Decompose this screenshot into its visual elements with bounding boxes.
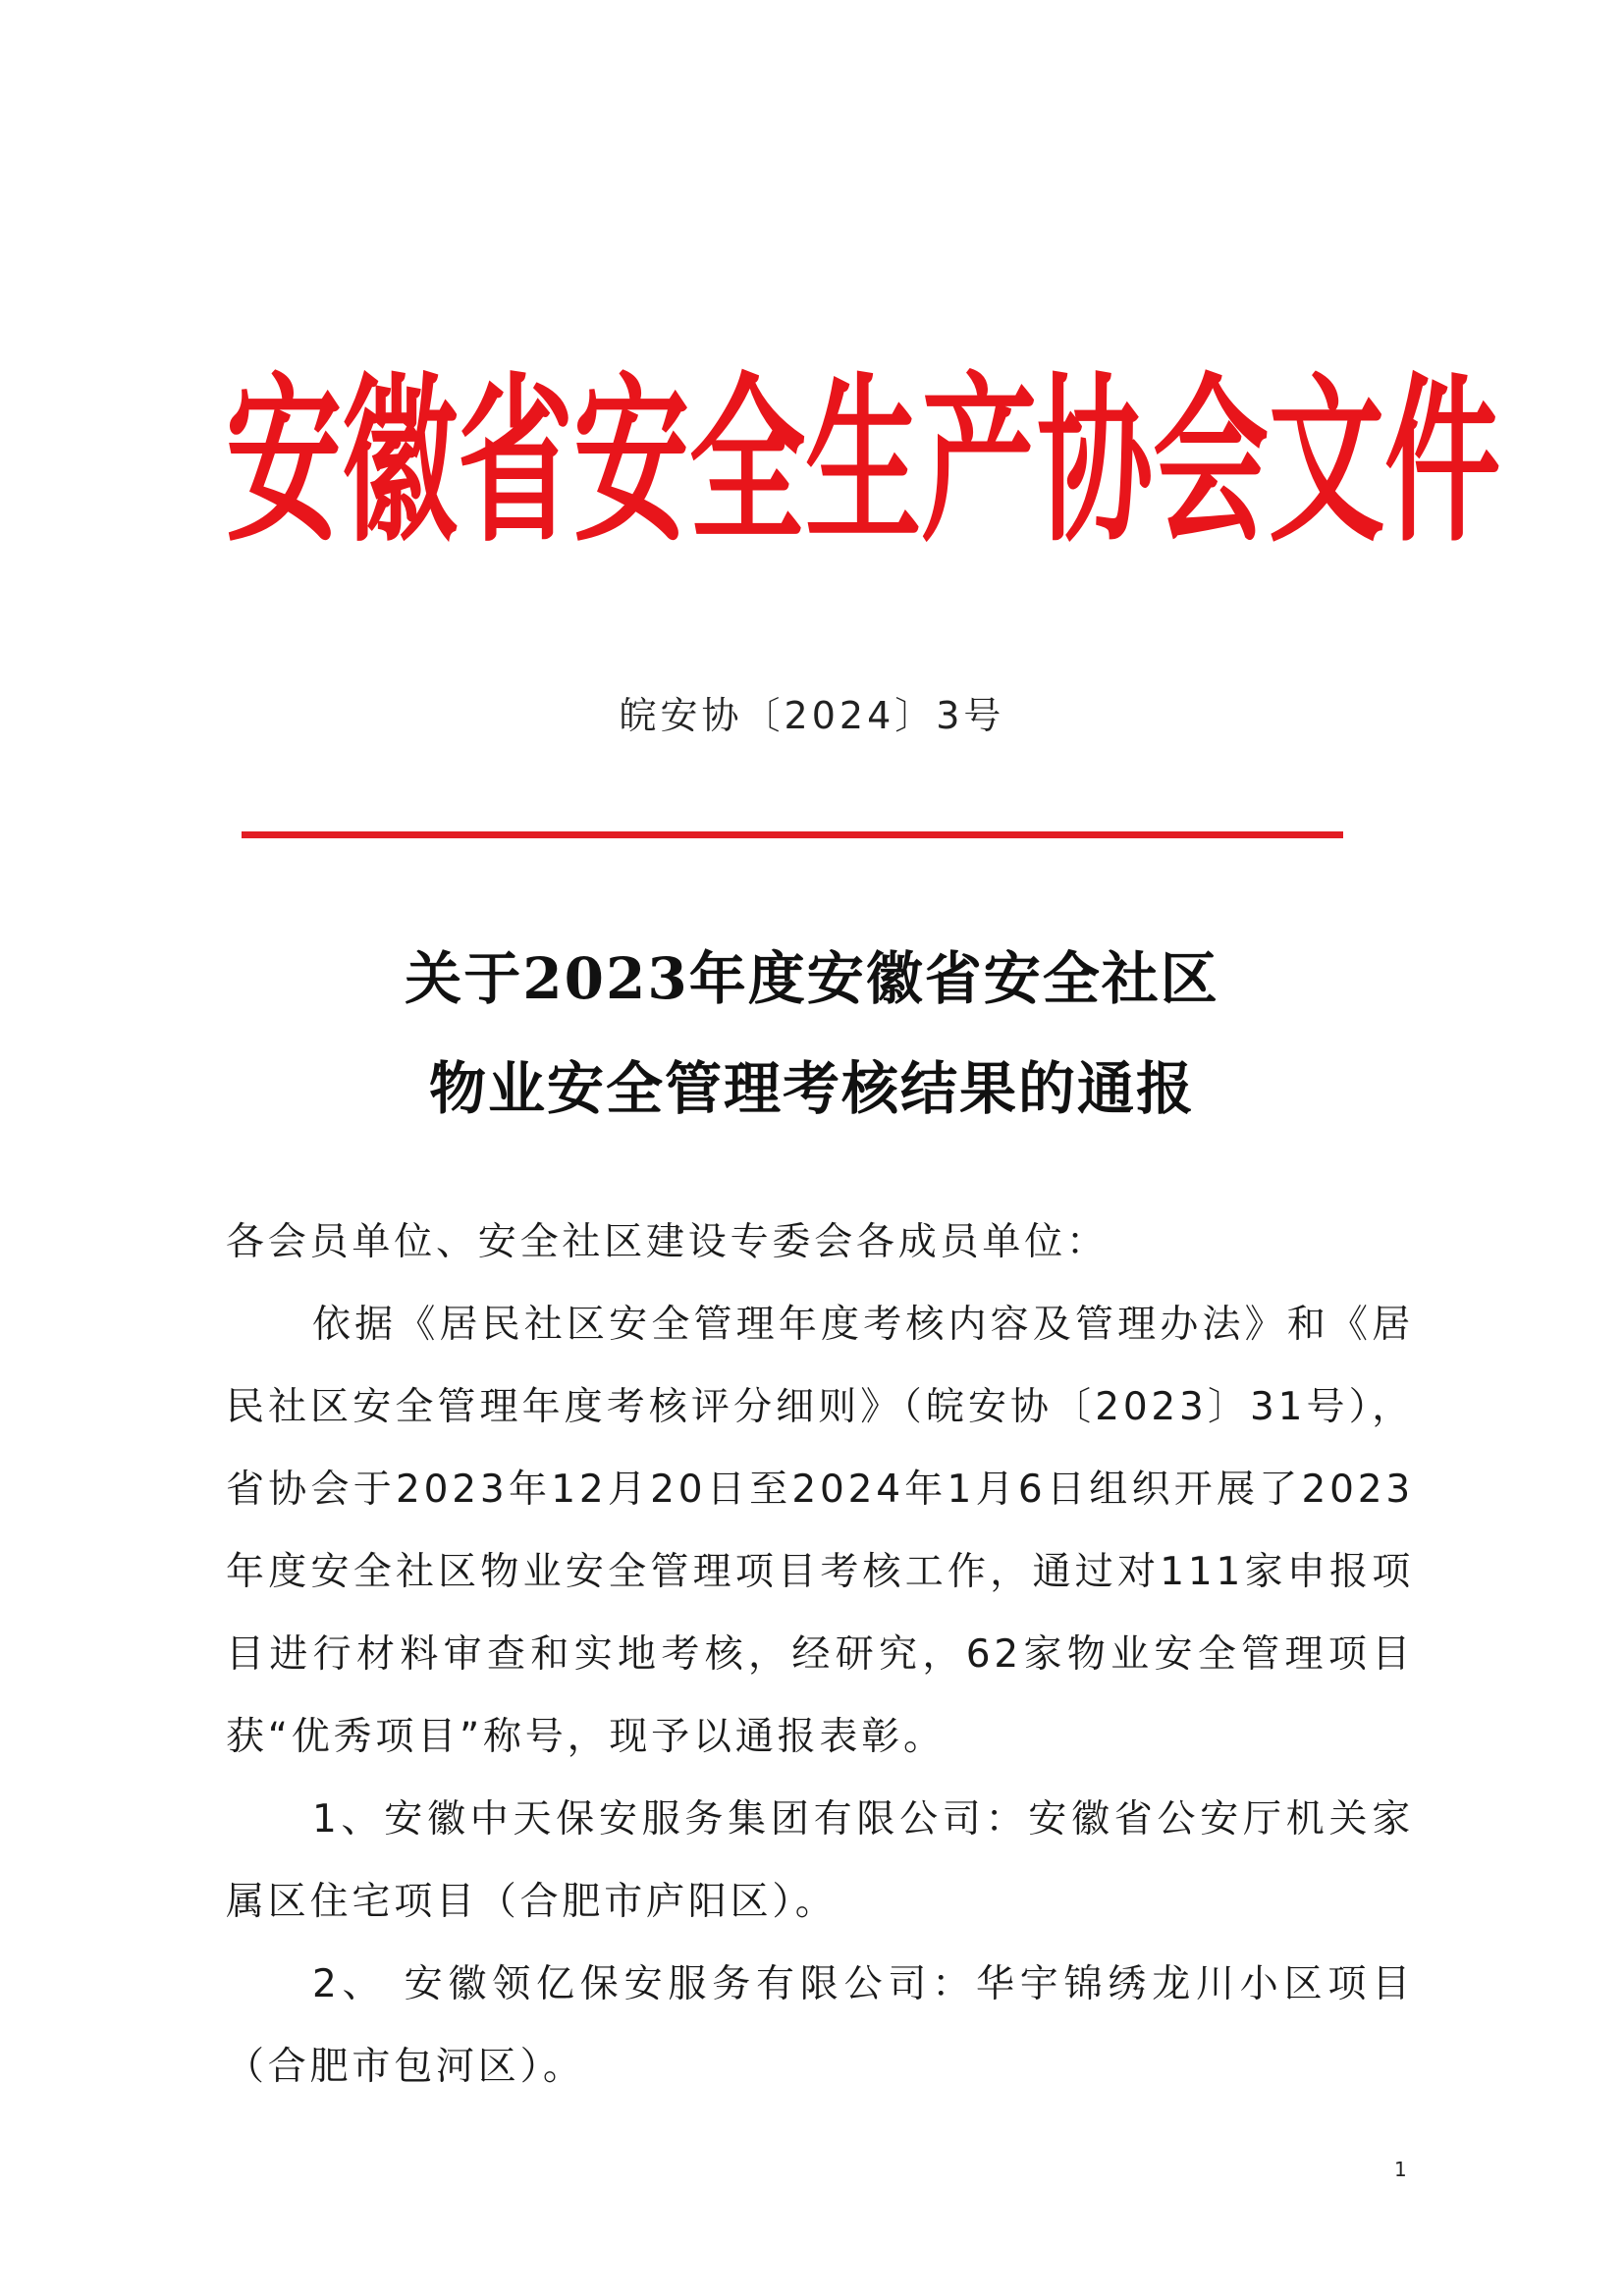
page-number: 1 (1394, 2158, 1407, 2181)
org-masthead (226, 348, 1501, 574)
document-title-line-2: 物业安全管理考核结果的通报 (428, 1055, 1195, 1122)
red-divider-line (242, 831, 1343, 838)
masthead-char: 会 (1153, 356, 1270, 566)
document-title-line-1: 关于2023年度安徽省安全社区 (405, 945, 1219, 1012)
document-number: 皖安协〔2024〕3号 (619, 694, 1005, 737)
masthead-char: 省 (458, 356, 574, 566)
list-item: 2、 安徽领亿保安服务有限公司：华宇锦绣龙川小区项目（合肥市包河区）。 (226, 1962, 1414, 2089)
masthead-char: 协 (1037, 356, 1154, 566)
masthead-char: 安 (573, 356, 690, 566)
masthead-char: 文 (1269, 356, 1385, 566)
masthead-char: 全 (689, 356, 806, 566)
masthead-char: 件 (1384, 356, 1501, 566)
list-item: 1、安徽中天保安服务集团有限公司：安徽省公安厅机关家属区住宅项目（合肥市庐阳区）。 (226, 1797, 1414, 1924)
masthead-char: 产 (921, 356, 1038, 566)
masthead-char: 生 (805, 356, 922, 566)
masthead-char: 徽 (342, 356, 459, 566)
body-paragraph: 依据《居民社区安全管理年度考核内容及管理办法》和《居民社区安全管理年度考核评分细则》（皖安协〔2023〕31号），省协会于2023年12月20日至2024年1月6日组织开展了2023年度安全社区物业安全管理项目考核工作，通过对111家申报项目进行材料审查和实地考核，经研究，62家物业安全管理项目获“优秀项目”称号，现予以通报表彰。 (226, 1303, 1414, 1759)
salutation: 各会员单位、安全社区建设专委会各成员单位： (226, 1220, 1109, 1264)
masthead-char: 安 (226, 356, 343, 566)
